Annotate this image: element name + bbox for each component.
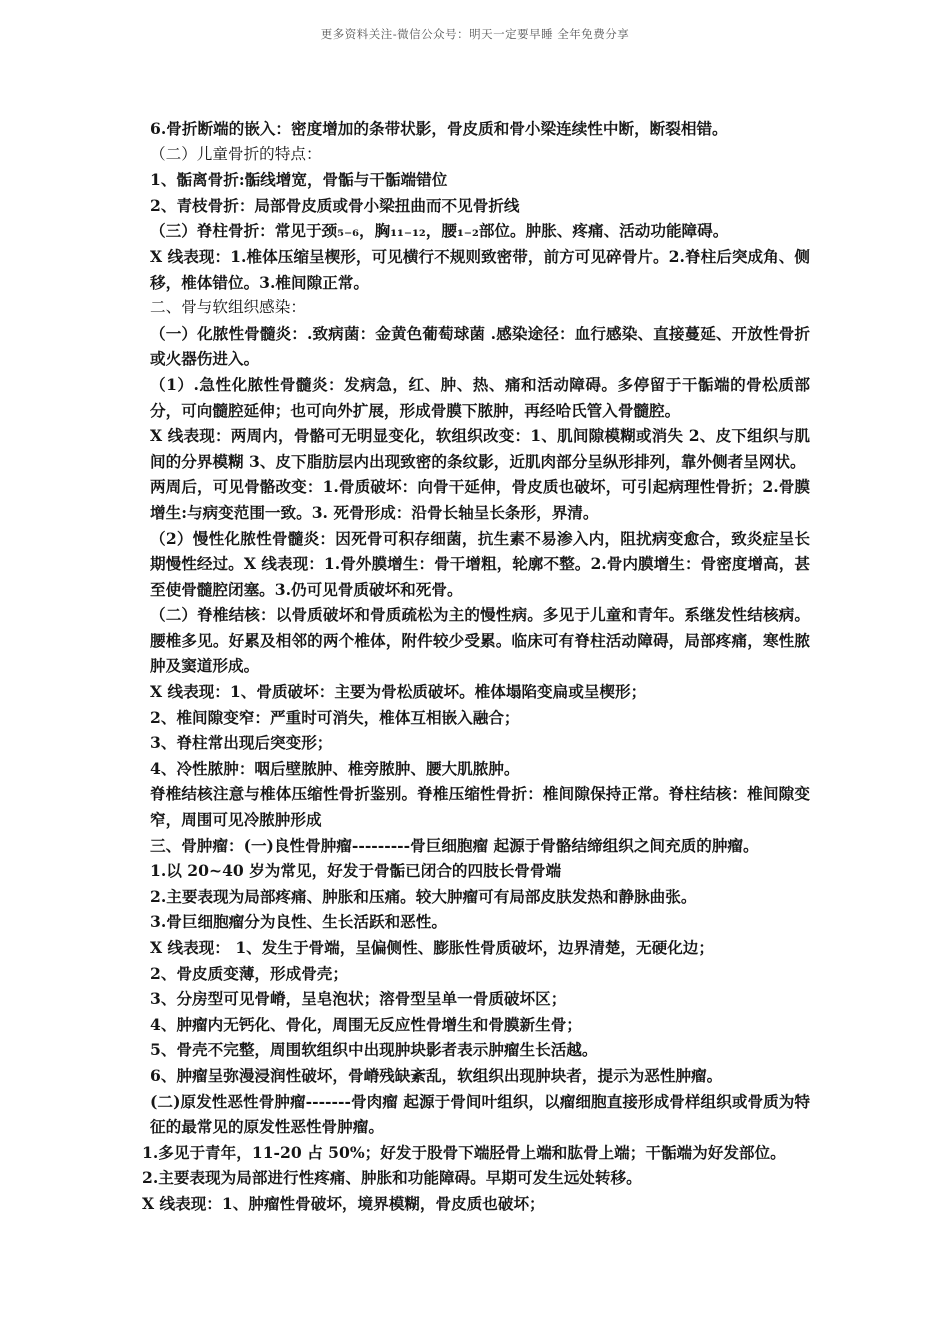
paragraph: 三、骨肿瘤：(一)良性骨肿瘤---------骨巨细胞瘤 起源于骨骼结缔组织之间充质的肿瘤。 <box>150 835 759 855</box>
paragraph: (二)原发性恶性骨肿瘤-------骨肉瘤 起源于骨间叶组织，以瘤细胞直接形成骨样组织或骨质为特征的最常见的原发性恶性骨肿瘤。 <box>150 1091 810 1137</box>
paragraph: 二、骨与软组织感染： <box>150 298 306 317</box>
paragraph: 2、骨皮质变薄，形成骨壳； <box>150 963 348 983</box>
paragraph: 脊椎结核注意与椎体压缩性骨折鉴别。脊椎压缩性骨折：椎间隙保持正常。脊柱结核：椎间隙变窄，周围可见冷脓肿形成 <box>150 784 810 830</box>
paragraph: 2、青枝骨折：局部骨皮质或骨小梁扭曲而不见骨折线 <box>150 195 520 215</box>
paragraph: 1、骺离骨折:骺线增宽，骨骺与干骺端错位 <box>150 170 448 190</box>
paragraph: （二）儿童骨折的特点： <box>150 144 322 163</box>
paragraph: 2.主要表现为局部疼痛、肿胀和压痛。较大肿瘤可有局部皮肤发热和静脉曲张。 <box>150 886 697 906</box>
paragraph: 4、冷性脓肿：咽后壁脓肿、椎旁脓肿、腰大肌脓肿。 <box>150 758 520 778</box>
paragraph: （1）.急性化脓性骨髓炎：发病急，红、肿、热、痛和活动障碍。多停留于干骺端的骨松质部分，可向髓腔延伸；也可向外扩展，形成骨膜下脓肿，再经哈氏管入骨髓腔。 <box>150 374 810 420</box>
paragraph: X 线表现：两周内，骨骼可无明显变化，软组织改变：1、肌间隙模糊或消失 2、皮下组织与肌间的分界模糊 3、皮下脂肪层内出现致密的条纹影，近肌肉部分呈纵形排列，靠外侧者呈网状。 <box>150 426 810 471</box>
paragraph: 两周后，可见骨骼改变：1.骨质破坏：向骨干延伸，骨皮质也破坏，可引起病理性骨折；2.骨膜增生:与病变范围一致。3. 死骨形成：沿骨长轴呈长条形，界清。 <box>150 477 810 522</box>
paragraph: 6、肿瘤呈弥漫浸润性破坏，骨嵴残缺紊乱，软组织出现肿块者，提示为恶性肿瘤。 <box>150 1065 723 1085</box>
paragraph: X 线表现： 1、发生于骨端，呈偏侧性、膨胀性骨质破坏，边界清楚，无硬化边； <box>150 938 714 957</box>
paragraph: 2、椎间隙变窄：严重时可消失，椎体互相嵌入融合； <box>150 707 520 727</box>
paragraph: X 线表现：1、肿瘤性骨破坏，境界模糊，骨皮质也破坏； <box>142 1193 545 1213</box>
paragraph: （一）化脓性骨髓炎：.致病菌：金黄色葡萄球菌 .感染途径：血行感染、直接蔓延、开放性骨折或火器伤进入。 <box>150 323 810 369</box>
paragraph: （二）脊椎结核：以骨质破坏和骨质疏松为主的慢性病。多见于儿童和青年。系继发性结核病。腰椎多见。好累及相邻的两个椎体，附件较少受累。临床可有脊柱活动障碍，局部疼痛，寒性脓肿及窦道形成。 <box>150 605 810 676</box>
paragraph: 4、肿瘤内无钙化、骨化，周围无反应性骨增生和骨膜新生骨； <box>150 1014 582 1034</box>
paragraph: 1.以 20~40 岁为常见，好发于骨骺已闭合的四肢长骨骨端 <box>150 861 562 881</box>
page-header: 更多资料关注-微信公众号：明天一定要早睡 全年免费分享 <box>320 27 630 41</box>
paragraph: 3、脊柱常出现后突变形； <box>150 733 333 753</box>
paragraph: 5、骨壳不完整，周围软组织中出现肿块影者表示肿瘤生长活越。 <box>150 1040 598 1060</box>
paragraph: （2）慢性化脓性骨髓炎：因死骨可积存细菌，抗生素不易渗入内，阻扰病变愈合，致炎症呈长期慢性经过。X 线表现：1.骨外膜增生：骨干增粗，轮廓不整。2.骨内膜增生：骨密度增高，甚至使骨髓腔闭塞。3.仍可见骨质破坏和死骨。 <box>150 528 810 599</box>
paragraph: 3.骨巨细胞瘤分为良性、生长活跃和恶性。 <box>150 912 447 932</box>
paragraph: 3、分房型可见骨嵴，呈皂泡状；溶骨型呈单一骨质破坏区； <box>150 989 567 1009</box>
paragraph: X 线表现：1.椎体压缩呈楔形，可见横行不规则致密带，前方可见碎骨片。2.脊柱后突成角、侧移，椎体错位。3.椎间隙正常。 <box>150 246 810 292</box>
document-body <box>142 116 810 1217</box>
paragraph: （三）脊柱骨折：常见于颈₅₋₆，胸₁₁₋₁₂，腰₁₋₂部位。肿胀、疼痛、活动功能障碍。 <box>150 221 729 241</box>
paragraph: 6.骨折断端的嵌入：密度增加的条带状影，骨皮质和骨小梁连续性中断，断裂相错。 <box>150 119 728 138</box>
paragraph: X 线表现：1、骨质破坏：主要为骨松质破坏。椎体塌陷变扁或呈楔形； <box>150 682 647 702</box>
paragraph: 1.多见于青年，11-20 占 50%；好发于股骨下端胫骨上端和肱骨上端；干骺端为好发部位。 <box>142 1142 786 1162</box>
paragraph: 2.主要表现为局部进行性疼痛、肿胀和功能障碍。早期可发生远处转移。 <box>142 1168 642 1188</box>
